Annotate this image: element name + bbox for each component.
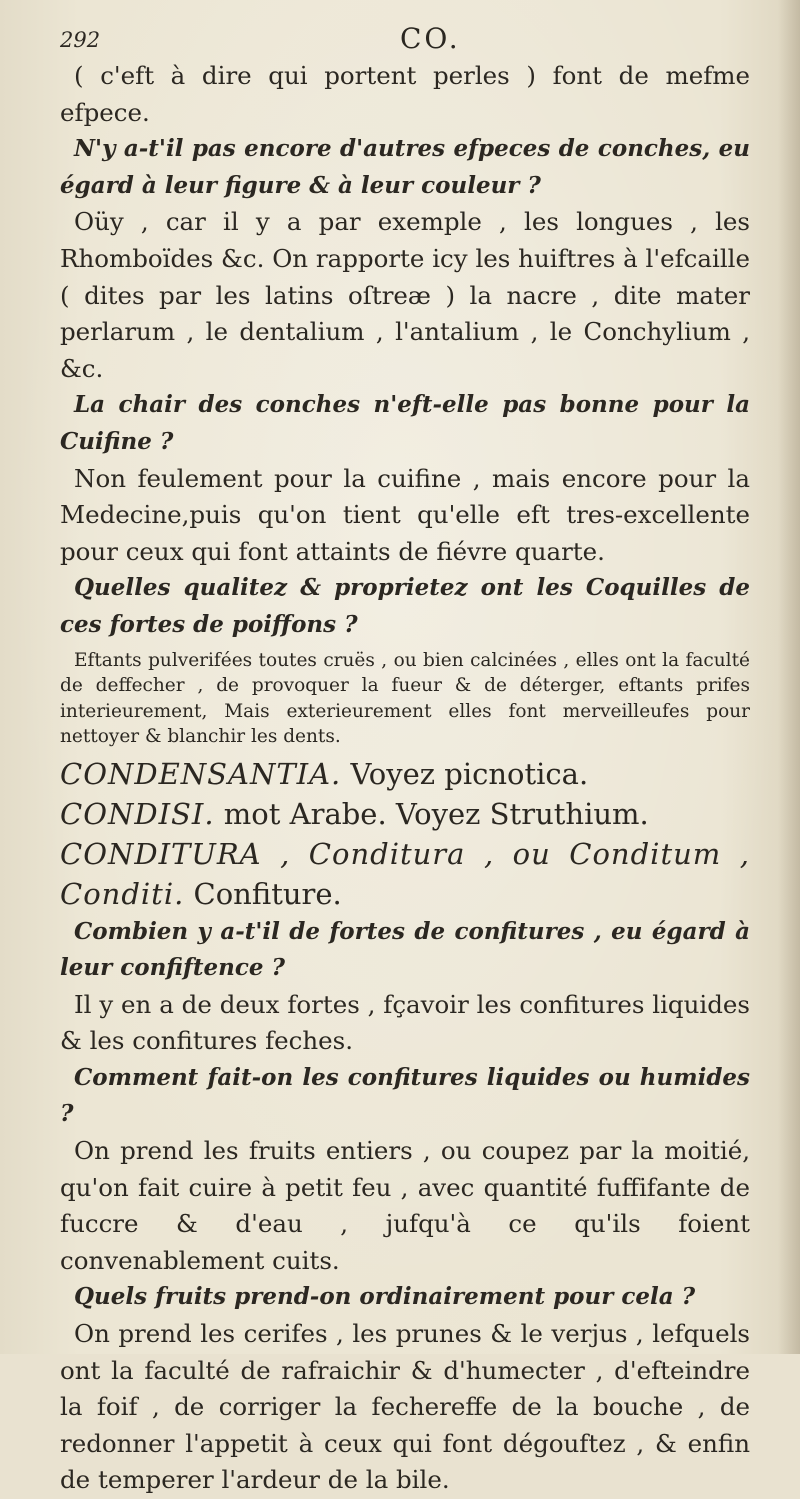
dictionary-entry [60,754,750,794]
entry-headword: CONDITURA , Conditura , ou Conditum , Conditi. [60,836,750,911]
answer-paragraph: Oüy , car il y a par exemple , les longues , les Rhomboïdes &c. On rapporte icy les huiftres à l'efcaille ( dites par les latins oſtreæ ) la nacre , dite mater perlarum , le dentalium , l'antalium , le Conchylium , &c. [60,207,750,383]
question-paragraph: Quels fruits prend-on ordinairement pour cela ? [74,1283,696,1311]
page-header [60,22,740,62]
dictionary-entry [60,834,750,914]
question-paragraph: Quelles qualitez & proprietez ont les Coquilles de ces fortes de poiffons ? [60,574,750,638]
question-paragraph: Combien y a-t'il de fortes de confitures , eu égard à leur confiftence ? [60,917,750,982]
question-paragraph: N'y a-t'il pas encore d'autres efpeces de conches, eu égard à leur figure & à leur couleur ? [60,135,750,199]
question-paragraph: La chair des conches n'eft-elle pas bonne pour la Cuifine ? [60,391,750,455]
entry-headword: CONDISI. [60,796,215,831]
answer-paragraph: On prend les fruits entiers , ou coupez par la moitié, qu'on fait cuire à petit feu , avec quantité fuffifante de fuccre & d'eau , jufqu'à ce qu'ils foient convenablement cuits. [60,1136,750,1275]
page-number: 292 [60,28,101,52]
answer-paragraph: ( c'eft à dire qui portent perles ) font de mefme efpece. [60,61,750,127]
answer-paragraph: Non feulement pour la cuifine , mais encore pour la Medecine,puis qu'on tient qu'elle eft tres-excellente pour ceux qui font attaints de fiévre quarte. [60,463,750,566]
answer-paragraph: Il y en a de deux fortes , fçavoir les confitures liquides & les confitures feches. [60,989,750,1056]
answer-paragraph: On prend les cerifes , les prunes & le verjus , lefquels ont la faculté de rafraichir & d'humecter , d'efteindre la foif , de corriger la fechereffe de la bouche , de redonner l'appetit à ceux qui font dégouftez , & enfin de temperer l'ardeur de la bile. [60,1319,750,1495]
running-head: CO. [400,22,461,55]
dictionary-entry [60,794,750,834]
entry-headword: CONDENSANTIA. [60,756,342,791]
entry-text: mot Arabe. Voyez Struthium. [214,796,649,831]
entry-text: Voyez picnotica. [341,756,589,791]
small-print-paragraph: Eftants pulverifées toutes cruës , ou bien calcinées , elles ont la faculté de deffecher , de provoquer la fueur & de déterger, eftants prifes interieurement, Mais exterieurement elles font merveilleufes pour nettoyer & blanchir les dents. [60,649,750,747]
page-edge-shadow [778,0,800,1354]
entry-text: Confiture. [184,876,342,911]
question-paragraph: Comment fait-on les confitures liquides ou humides ? [60,1063,750,1128]
page-text [60,58,750,1499]
